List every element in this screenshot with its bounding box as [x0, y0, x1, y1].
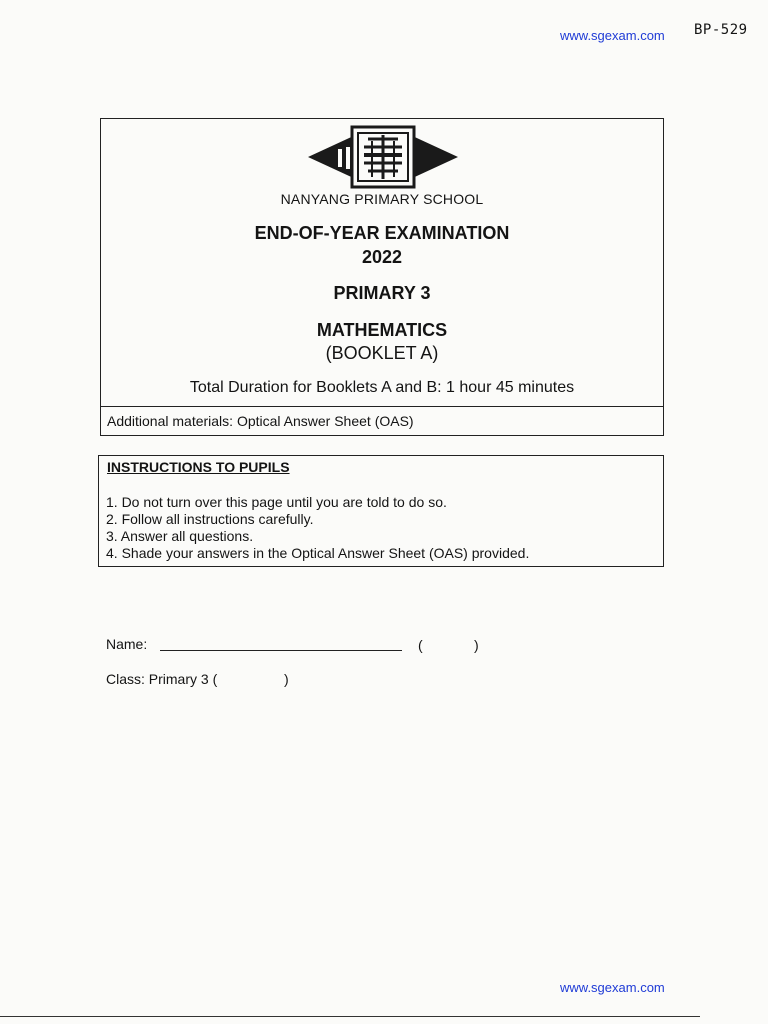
register-number-close-bracket: ) [474, 637, 479, 653]
name-label: Name: [106, 636, 148, 652]
grade-level: PRIMARY 3 [333, 283, 431, 303]
subject-title: MATHEMATICS [316, 320, 448, 340]
exam-title: END-OF-YEAR EXAMINATION [254, 223, 510, 243]
booklet-label: (BOOKLET A) [325, 343, 439, 363]
website-link-top[interactable]: www.sgexam.com [560, 28, 665, 43]
cover-divider [101, 406, 663, 407]
instruction-item: 1. Do not turn over this page until you are told to do so. [106, 494, 447, 510]
instruction-item: 4. Shade your answers in the Optical Answer Sheet (OAS) provided. [106, 545, 530, 561]
school-crest-logo-icon [308, 121, 458, 193]
school-name: NANYANG PRIMARY SCHOOL [280, 191, 484, 207]
instructions-list [106, 494, 529, 562]
instruction-item: 3. Answer all questions. [106, 528, 254, 544]
class-close-bracket: ) [284, 671, 289, 687]
register-number-open-bracket: ( [418, 637, 423, 653]
instruction-item: 2. Follow all instructions carefully. [106, 511, 314, 527]
class-label: Class: Primary 3 ( [106, 671, 218, 687]
name-field[interactable] [160, 650, 402, 651]
duration-text: Total Duration for Booklets A and B: 1 hour 45 minutes [189, 379, 575, 396]
exam-year: 2022 [361, 247, 403, 267]
document-code: BP-529 [694, 22, 748, 38]
additional-materials: Additional materials: Optical Answer Sheet (OAS) [107, 413, 414, 429]
page-bottom-edge [0, 1016, 700, 1017]
instructions-title: INSTRUCTIONS TO PUPILS [107, 459, 290, 475]
website-link-bottom[interactable]: www.sgexam.com [560, 980, 665, 995]
